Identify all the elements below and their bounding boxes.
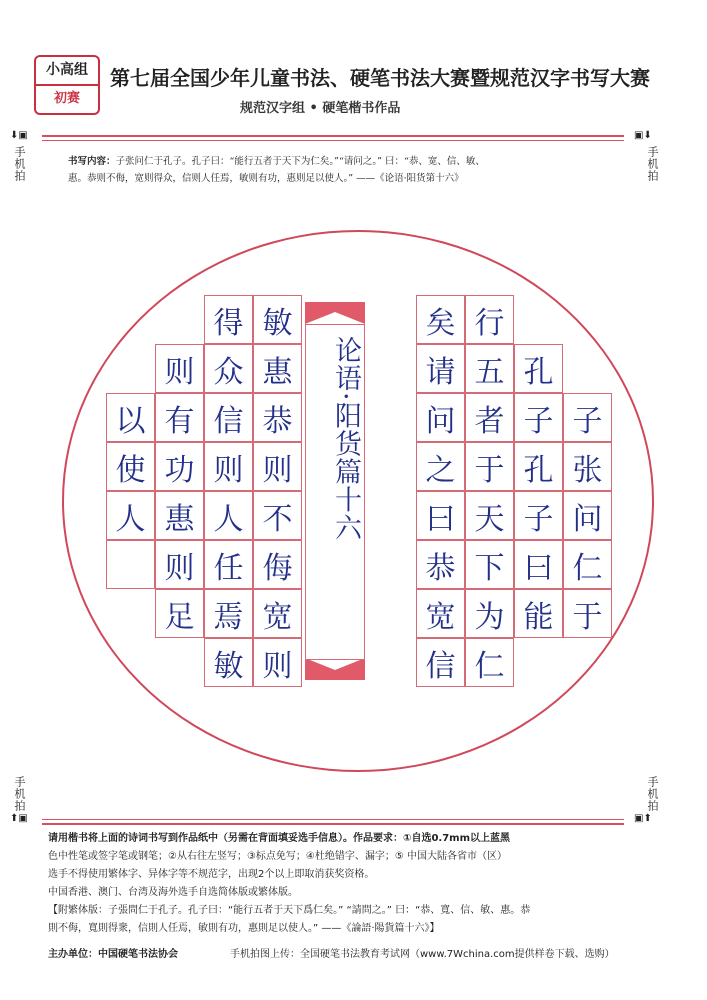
grid-cell: 五 xyxy=(465,344,514,393)
camera-icon-bottom-left: ⬆▣ xyxy=(10,813,28,824)
grid-cell: 下 xyxy=(465,540,514,589)
content-line-1: 子张问仁于孔子。孔子曰：“能行五者于天下为仁矣。”“请问之。” 曰：“恭、宽、信、敏、 xyxy=(115,156,485,167)
grid-cell: 行 xyxy=(465,295,514,344)
header-rule-thin xyxy=(42,140,624,141)
grid-cell: 为 xyxy=(465,589,514,638)
page-subtitle: 规范汉字组 • 硬笔楷书作品 xyxy=(240,101,401,116)
upload-info: 手机拍图上传：全国硬笔书法教育考试网（www.7Wchina.com提供样卷下载、选购） xyxy=(230,949,615,960)
grid-cell: 使 xyxy=(106,442,155,491)
grid-cell: 矣 xyxy=(416,295,465,344)
content-label: 书写内容： xyxy=(68,156,116,167)
footer-line-4: 中国香港、澳门、台湾及海外选手自选简体版或繁体版。 xyxy=(48,887,298,898)
footer-line-1: 请用楷书将上面的诗词书写到作品纸中（另需在背面填妥选手信息）。作品要求：①自选0.7mm以上蓝黑 xyxy=(48,833,511,844)
grid-cell: 仁 xyxy=(465,638,514,687)
badge-group-label: 小高组 xyxy=(36,57,98,86)
grid-cell xyxy=(106,540,155,589)
grid-cell: 天 xyxy=(465,491,514,540)
footer-rule xyxy=(42,823,624,825)
grid-cell: 能 xyxy=(514,589,563,638)
footer-line-3: 选手不得使用繁体字、异体字等不规范字，出现2个以上即取消获奖资格。 xyxy=(48,869,375,880)
grid-cell: 功 xyxy=(155,442,204,491)
scroll-title: 论语·阳货篇十六 xyxy=(330,336,361,542)
grid-cell: 众 xyxy=(204,344,253,393)
grid-cell: 则 xyxy=(253,638,302,687)
grid-cell: 曰 xyxy=(514,540,563,589)
grid-cell: 则 xyxy=(155,344,204,393)
footer-line-2: 色中性笔或签字笔或钢笔；②从右往左竖写；③标点免写；④杜绝错字、漏字；⑤ 中国大陆各省市（区） xyxy=(48,851,508,862)
grid-cell: 人 xyxy=(106,491,155,540)
footer-rule-thin xyxy=(42,819,624,820)
grid-cell: 孔 xyxy=(514,442,563,491)
grid-cell: 者 xyxy=(465,393,514,442)
grid-cell: 信 xyxy=(416,638,465,687)
badge-round-label: 初赛 xyxy=(53,91,80,106)
title-scroll xyxy=(305,302,365,680)
grid-cell: 曰 xyxy=(416,491,465,540)
grid-cell: 侮 xyxy=(253,540,302,589)
organizer: 主办单位：中国硬笔书法协会 xyxy=(48,949,178,960)
grid-cell: 子 xyxy=(514,491,563,540)
grid-cell: 则 xyxy=(253,442,302,491)
grid-cell: 敏 xyxy=(204,638,253,687)
grid-cell: 宽 xyxy=(416,589,465,638)
grid-cell: 子 xyxy=(514,393,563,442)
grid-cell: 人 xyxy=(204,491,253,540)
writing-content xyxy=(68,153,620,187)
grid-cell: 则 xyxy=(155,540,204,589)
page-title: 第七届全国少年儿童书法、硬笔书法大赛暨规范汉字书写大赛 xyxy=(110,66,650,90)
grid-cell: 于 xyxy=(465,442,514,491)
grid-cell: 则 xyxy=(204,442,253,491)
grid-cell: 得 xyxy=(204,295,253,344)
grid-cell: 之 xyxy=(416,442,465,491)
grid-cell: 宽 xyxy=(253,589,302,638)
grid-cell: 焉 xyxy=(204,589,253,638)
side-label-top-left: 手机拍 xyxy=(13,146,26,182)
group-badge xyxy=(34,55,100,115)
grid-cell: 有 xyxy=(155,393,204,442)
grid-cell: 以 xyxy=(106,393,155,442)
grid-cell: 足 xyxy=(155,589,204,638)
grid-cell: 于 xyxy=(563,589,612,638)
footer-line-5: 【附繁体版：子張問仁于孔子。孔子曰：“能行五者于天下爲仁矣。” “請問之。” 曰：“恭、寬、信、敏、惠。恭 xyxy=(48,905,531,916)
footer-line-6: 則不侮，寬則得衆，信則人任焉，敏則有功，惠則足以使人。” ——《論語·陽貨篇十六》】 xyxy=(48,923,440,934)
camera-icon-bottom-right: ▣⬆ xyxy=(634,813,652,824)
side-label-bottom-left: 手机拍 xyxy=(13,776,26,812)
grid-cell: 子 xyxy=(563,393,612,442)
camera-icon-top-right: ▣⬇ xyxy=(634,130,652,141)
grid-cell: 请 xyxy=(416,344,465,393)
grid-cell: 仁 xyxy=(563,540,612,589)
grid-cell: 惠 xyxy=(155,491,204,540)
grid-cell: 张 xyxy=(563,442,612,491)
side-label-top-right: 手机拍 xyxy=(646,146,659,182)
grid-cell: 惠 xyxy=(253,344,302,393)
side-label-bottom-right: 手机拍 xyxy=(646,776,659,812)
content-line-2: 惠。恭则不侮，宽则得众，信则人任焉，敏则有功，惠则足以使人。” ——《论语·阳货第十六》 xyxy=(68,173,464,184)
grid-cell: 问 xyxy=(563,491,612,540)
grid-cell: 任 xyxy=(204,540,253,589)
grid-cell: 孔 xyxy=(514,344,563,393)
header-rule xyxy=(42,135,624,137)
grid-cell: 信 xyxy=(204,393,253,442)
grid-cell: 恭 xyxy=(416,540,465,589)
grid-cell: 不 xyxy=(253,491,302,540)
grid-cell: 问 xyxy=(416,393,465,442)
grid-cell: 敏 xyxy=(253,295,302,344)
camera-icon-top-left: ⬇▣ xyxy=(10,130,28,141)
grid-cell: 恭 xyxy=(253,393,302,442)
